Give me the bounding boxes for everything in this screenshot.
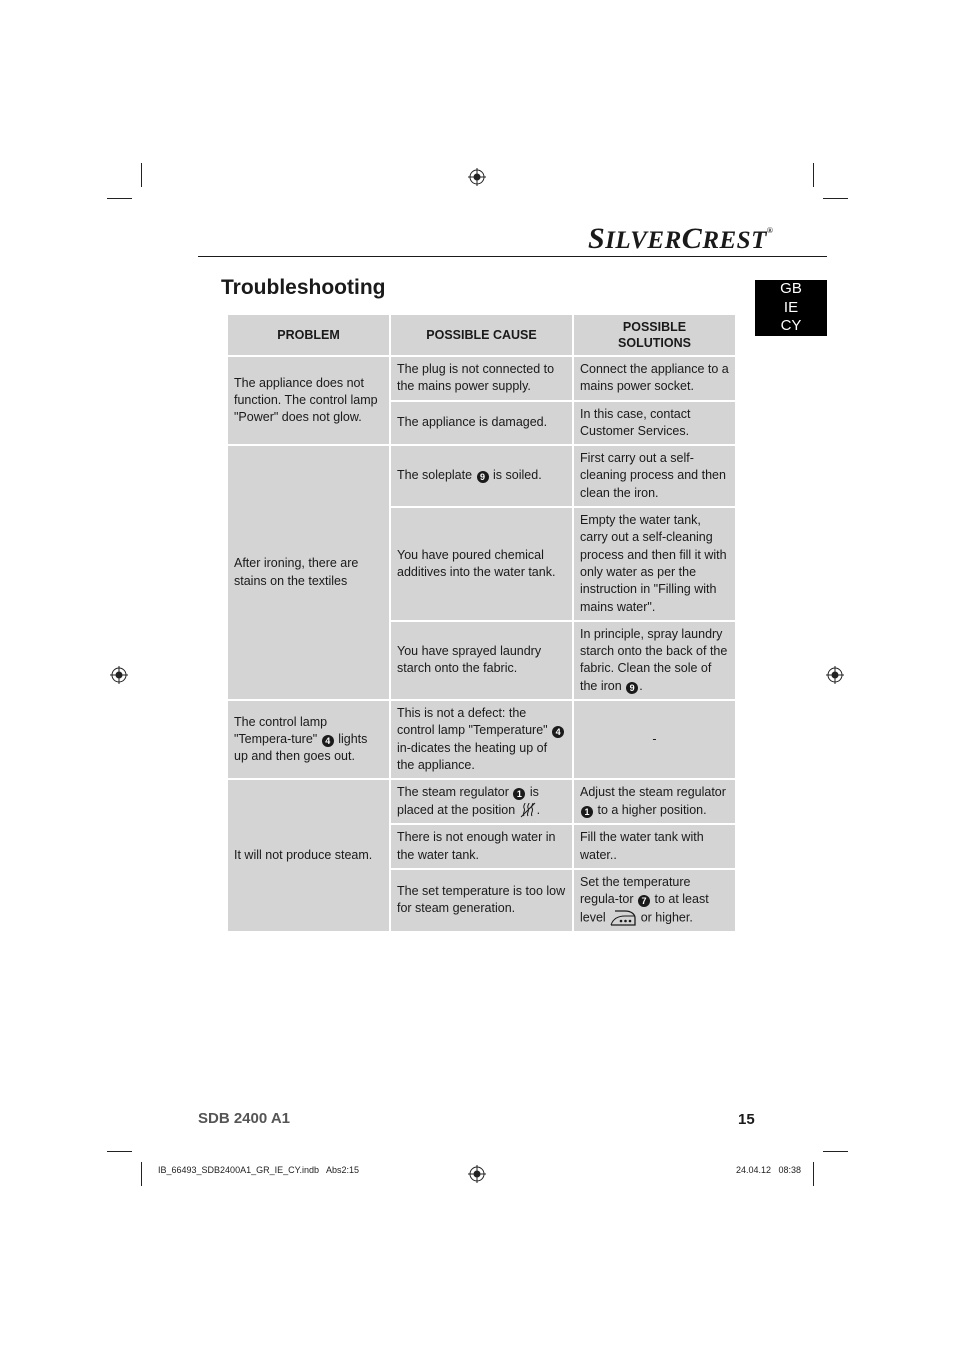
troubleshooting-table: [226, 313, 737, 933]
solution-cell: Connect the appliance to a mains power socket.: [573, 356, 736, 401]
registered-mark: ®: [766, 226, 774, 235]
header-problem: PROBLEM: [227, 314, 390, 356]
crop-mark: [107, 198, 132, 199]
brand-initial: C: [681, 222, 703, 255]
cause-text: .: [536, 802, 541, 817]
table-row: [227, 700, 736, 779]
header-rule: [198, 256, 827, 257]
cause-cell: You have sprayed laundry starch onto the fabric.: [390, 621, 573, 700]
solution-cell: -: [573, 700, 736, 779]
cause-text: in-dicates the heating up of the appliance.: [397, 740, 548, 772]
crop-mark: [823, 1151, 848, 1152]
cause-text: The steam regulator: [397, 785, 509, 800]
table-row: [227, 356, 736, 401]
solution-cell: [573, 869, 736, 932]
no-steam-icon: [519, 802, 537, 818]
solution-text: or higher.: [640, 909, 693, 924]
solution-cell: Empty the water tank, carry out a self-cleaning process and then fill it with only water as per the instruction in "Filling with mains water".: [573, 507, 736, 621]
crop-mark: [813, 163, 814, 187]
cause-cell: You have poured chemical additives into the water tank.: [390, 507, 573, 621]
problem-cell: It will not produce steam.: [227, 779, 390, 932]
file-slug: IB_66493_SDB2400A1_GR_IE_CY.indb Abs2:15: [158, 1165, 359, 1175]
language-code: IE: [783, 298, 799, 316]
registration-mark-icon: [110, 666, 128, 684]
crop-mark: [107, 1151, 132, 1152]
cause-cell: The plug is not connected to the mains power supply.: [390, 356, 573, 401]
solution-text: In principle, spray laundry starch onto the back of the fabric. Clean the sole of the iron: [580, 626, 728, 693]
header-cause: POSSIBLE CAUSE: [390, 314, 573, 356]
solution-cell: [573, 779, 736, 824]
problem-text: The control lamp "Tempera-ture": [234, 714, 328, 746]
solution-text: Set the temperature regula-tor: [580, 875, 691, 907]
part-number-icon: 4: [552, 726, 564, 738]
part-number-icon: 9: [626, 682, 638, 694]
registration-mark-icon: [468, 1165, 486, 1183]
table-header-row: [227, 314, 736, 356]
model-number: SDB 2400 A1: [198, 1110, 290, 1127]
solution-text: to at least level: [580, 892, 709, 924]
solution-text: .: [639, 678, 643, 693]
cause-cell: [390, 445, 573, 507]
part-number-icon: 1: [581, 806, 593, 818]
part-number-icon: 7: [638, 895, 650, 907]
brand-logo: [588, 222, 773, 256]
header-solution: POSSIBLE SOLUTIONS: [573, 314, 736, 356]
brand-text: REST: [702, 227, 767, 254]
cause-cell: [390, 779, 573, 824]
problem-cell: After ironing, there are stains on the textiles: [227, 445, 390, 700]
cause-cell: The set temperature is too low for steam generation.: [390, 869, 573, 932]
solution-cell: First carry out a self-cleaning process and then clean the iron.: [573, 445, 736, 507]
crop-mark: [141, 163, 142, 187]
crop-mark: [813, 1162, 814, 1186]
solution-cell: In this case, contact Customer Services.: [573, 401, 736, 446]
language-code: GB: [780, 280, 802, 297]
solution-text: to a higher position.: [597, 802, 707, 817]
print-timestamp: 24.04.12 08:38: [736, 1165, 802, 1175]
part-number-icon: 1: [513, 788, 525, 800]
brand-initial: S: [588, 222, 606, 255]
solution-cell: [573, 621, 736, 700]
problem-text: lights up and then goes out.: [234, 731, 368, 764]
crop-mark: [823, 198, 848, 199]
cause-text: is soiled.: [493, 468, 542, 483]
cause-cell: [390, 700, 573, 779]
page-number: 15: [738, 1111, 755, 1128]
part-number-icon: 9: [477, 471, 489, 483]
registration-mark-icon: [468, 168, 486, 186]
table-row: [227, 445, 736, 507]
table-row: [227, 779, 736, 824]
solution-cell: Fill the water tank with water..: [573, 824, 736, 869]
crop-mark: [141, 1162, 142, 1186]
registration-mark-icon: [826, 666, 844, 684]
language-badge: [755, 280, 827, 336]
solution-text: Adjust the steam regulator: [580, 785, 726, 800]
page-title: Troubleshooting: [221, 276, 386, 299]
part-number-icon: 4: [322, 735, 334, 747]
problem-cell: [227, 700, 390, 779]
brand-text: ILVER: [605, 227, 682, 254]
cause-text: This is not a defect: the control lamp "Temperature": [397, 706, 548, 738]
cause-cell: The appliance is damaged.: [390, 401, 573, 446]
iron-three-dots-icon: [609, 909, 637, 927]
cause-text: is placed at the position: [397, 785, 539, 817]
problem-cell: The appliance does not function. The control lamp "Power" does not glow.: [227, 356, 390, 445]
cause-text: The soleplate: [397, 468, 473, 483]
cause-cell: There is not enough water in the water tank.: [390, 824, 573, 869]
language-code: CY: [780, 317, 802, 334]
